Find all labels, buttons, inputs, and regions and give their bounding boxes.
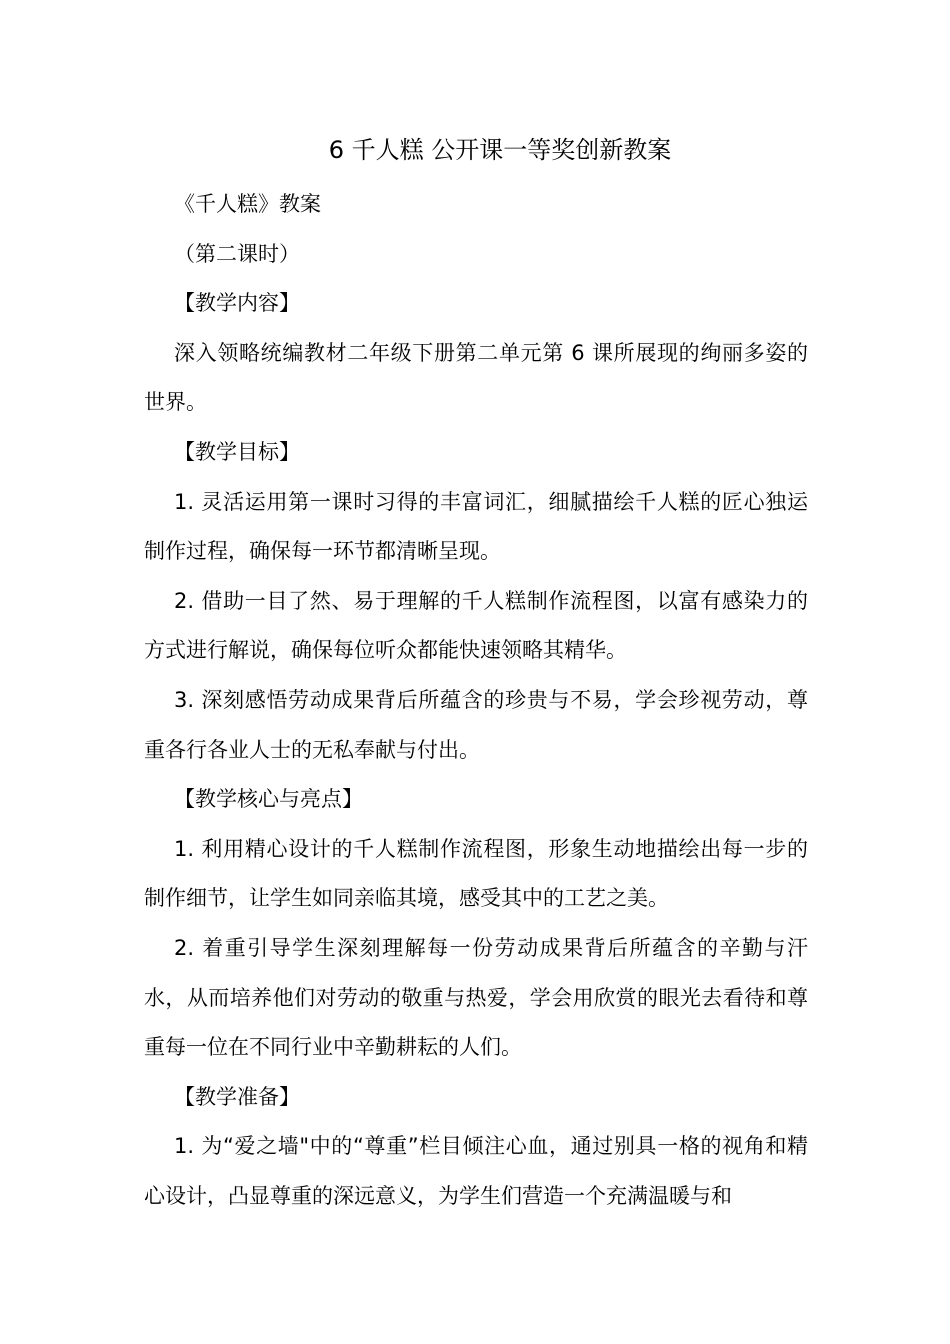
content-paragraph: 深入领略统编教材二年级下册第二单元第 6 课所展现的绚丽多姿的世界。 — [144, 340, 808, 415]
goal-item-3: 3. 深刻感悟劳动成果背后所蕴含的珍贵与不易，学会珍视劳动，尊重各行各业人士的无私奉献与付出。 — [144, 687, 808, 762]
key-point-item-2: 2. 着重引导学生深刻理解每一份劳动成果背后所蕴含的辛勤与汗水，从而培养他们对劳动的敬重与热爱，学会用欣赏的眼光去看待和尊重每一位在不同行业中辛勤耕耘的人们。 — [144, 935, 808, 1060]
goal-item-1: 1. 灵活运用第一课时习得的丰富词汇，细腻描绘千人糕的匠心独运制作过程，确保每一环节都清晰呈现。 — [144, 489, 808, 564]
goal-item-2: 2. 借助一目了然、易于理解的千人糕制作流程图，以富有感染力的方式进行解说，确保每位听众都能快速领略其精华。 — [144, 588, 808, 663]
document-body — [144, 180, 808, 1221]
section-heading-key-points: 【教学核心与亮点】 — [174, 787, 363, 812]
section-heading-content: 【教学内容】 — [174, 291, 300, 316]
preparation-item-1: 1. 为“爱之墙"中的“尊重”栏目倾注心血，通过别具一格的视角和精心设计，凸显尊重的深远意义，为学生们营造一个充满温暖与和 — [144, 1134, 808, 1208]
document-title: 6 千人糕 公开课一等奖创新教案 — [328, 136, 672, 164]
section-heading-preparation: 【教学准备】 — [174, 1084, 300, 1109]
section-heading-goals: 【教学目标】 — [174, 439, 300, 464]
key-point-item-1: 1. 利用精心设计的千人糕制作流程图，形象生动地描绘出每一步的制作细节，让学生如同亲临其境，感受其中的工艺之美。 — [144, 836, 808, 911]
lesson-name: 《千人糕》教案 — [174, 192, 321, 216]
lesson-period: （第二课时） — [174, 241, 300, 266]
